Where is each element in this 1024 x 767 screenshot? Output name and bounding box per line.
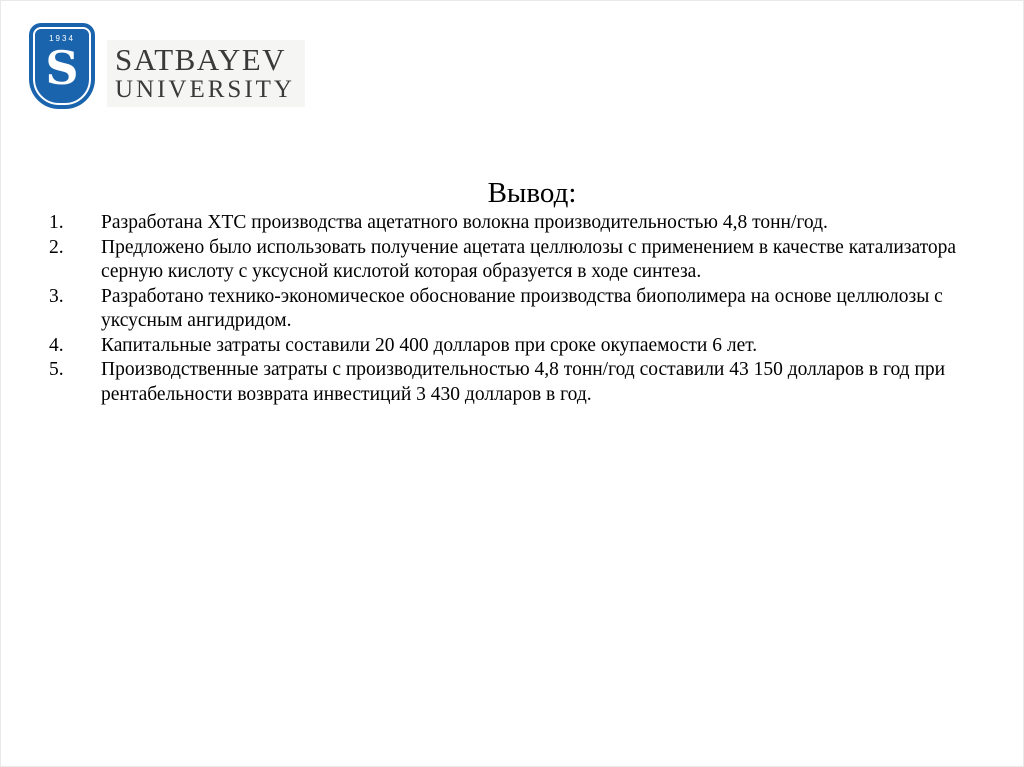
item-number: 4. — [49, 334, 64, 356]
university-crest-icon — [29, 23, 95, 109]
university-name-line2: UNIVERSITY — [115, 76, 295, 103]
item-text: Разработано технико-экономическое обоснование производства биополимера на основе целлюлозы с уксусным ангидридом. — [101, 285, 943, 331]
slide-title: Вывод: — [487, 177, 577, 209]
conclusion-item-5 — [1, 358, 977, 407]
conclusion-item-4 — [1, 334, 977, 359]
crest-monogram: S — [45, 41, 79, 95]
university-logo — [29, 23, 305, 109]
university-wordmark — [107, 40, 305, 107]
conclusion-item-2 — [1, 236, 977, 285]
crest-inner-border — [33, 27, 91, 105]
item-text: Разработана ХТС производства ацетатного волокна производительностью 4,8 тонн/год. — [101, 212, 828, 233]
item-number: 3. — [49, 285, 64, 307]
crest-year: 1934 — [49, 34, 75, 43]
item-number: 1. — [49, 212, 64, 233]
university-name-line1: SATBAYEV — [115, 42, 287, 77]
item-number: 2. — [49, 236, 64, 258]
item-text: Капитальные затраты составили 20 400 долларов при сроке окупаемости 6 лет. — [101, 334, 758, 356]
item-text: Производственные затраты с производительностью 4,8 тонн/год составили 43 150 долларов в год при рентабельности возврата инвестиций 3 430 долларов в год. — [101, 359, 946, 405]
item-number: 5. — [49, 359, 64, 380]
conclusions-list — [1, 211, 1023, 407]
item-text: Предложено было использовать получение ацетата целлюлозы с применением в качестве катализатора серную кислоту с уксусной кислотой которая образуется в ходе синтеза. — [101, 236, 957, 282]
conclusion-item-3 — [1, 285, 977, 334]
conclusion-item-1 — [1, 211, 977, 236]
